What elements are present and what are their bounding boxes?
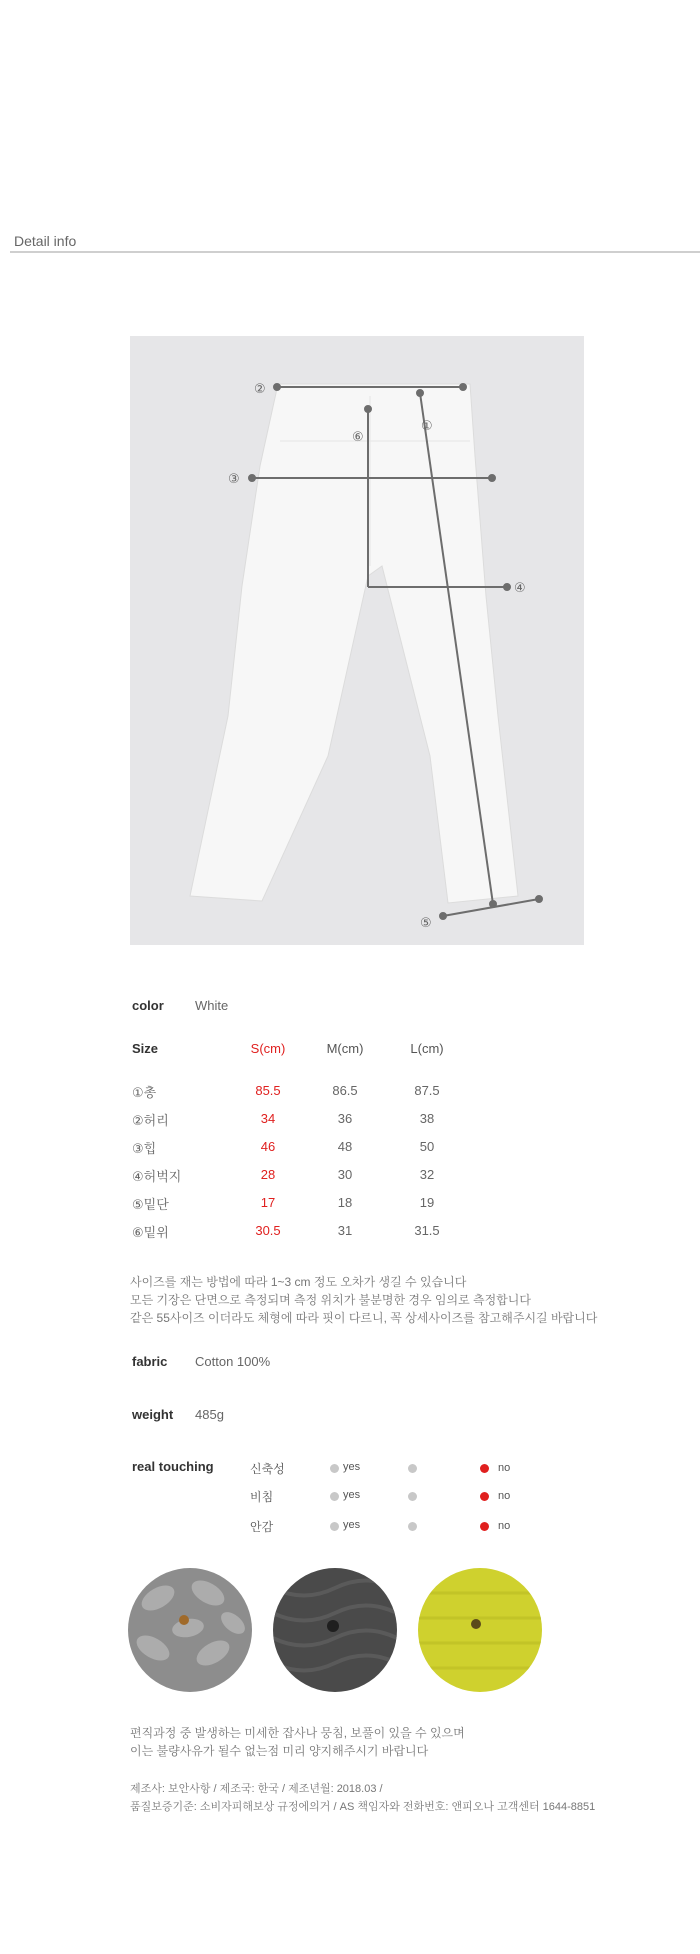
real-touching-label: real touching bbox=[132, 1459, 214, 1474]
size-cell-s: 30.5 bbox=[255, 1223, 281, 1238]
marker-4: ④ bbox=[514, 580, 526, 595]
size-row-label: ②허리 bbox=[132, 1113, 169, 1128]
size-col-m: M(cm) bbox=[326, 1041, 364, 1056]
size-note: 사이즈를 재는 방법에 따라 1~3 cm 정도 오차가 생길 수 있습니다 bbox=[130, 1275, 467, 1289]
touch-row-label: 신축성 bbox=[250, 1462, 285, 1476]
no-label: no bbox=[498, 1520, 511, 1532]
size-cell-m: 30 bbox=[337, 1167, 353, 1182]
yes-dot-icon bbox=[330, 1522, 339, 1531]
yes-label: yes bbox=[343, 1519, 361, 1531]
no-label: no bbox=[498, 1462, 511, 1474]
marker-6: ⑥ bbox=[352, 429, 364, 444]
touch-row-label: 안감 bbox=[250, 1520, 274, 1534]
size-cell-s: 85.5 bbox=[255, 1083, 281, 1098]
knit-swatch-charcoal bbox=[273, 1568, 397, 1692]
size-cell-l: 38 bbox=[419, 1111, 435, 1126]
yes-label: yes bbox=[343, 1461, 361, 1473]
size-col-l: L(cm) bbox=[410, 1041, 444, 1056]
size-col-s: S(cm) bbox=[250, 1041, 286, 1056]
color-value: White bbox=[195, 998, 229, 1013]
detail-info-title: Detail info bbox=[14, 233, 77, 249]
size-cell-s: 28 bbox=[260, 1167, 276, 1182]
size-row-label: ⑥밑위 bbox=[132, 1225, 169, 1240]
footer-line: 품질보증기준: 소비자피해보상 규정에의거 / AS 책임자와 전화번호: 앤피오나 고객센터 1644-8851 bbox=[130, 1801, 596, 1813]
touch-row-label: 비침 bbox=[250, 1490, 274, 1504]
size-cell-m: 86.5 bbox=[332, 1083, 358, 1098]
size-cell-l: 19 bbox=[419, 1195, 435, 1210]
size-row-label: ③힙 bbox=[132, 1141, 157, 1156]
size-row-label: ①총 bbox=[132, 1085, 157, 1100]
size-cell-l: 50 bbox=[419, 1139, 435, 1154]
weight-label: weight bbox=[132, 1407, 174, 1422]
size-cell-l: 32 bbox=[419, 1167, 435, 1182]
middle-dot-icon bbox=[408, 1464, 417, 1473]
size-cell-m: 31 bbox=[337, 1223, 353, 1238]
size-cell-l: 87.5 bbox=[414, 1083, 440, 1098]
footer-line: 제조사: 보안사항 / 제조국: 한국 / 제조년월: 2018.03 / bbox=[130, 1783, 383, 1795]
size-cell-m: 18 bbox=[337, 1195, 353, 1210]
middle-dot-icon bbox=[408, 1522, 417, 1531]
knit-note: 이는 불량사유가 될수 없는점 미리 양지해주시기 바랍니다 bbox=[130, 1744, 429, 1758]
size-row-label: ⑤밑단 bbox=[132, 1197, 169, 1212]
no-label: no bbox=[498, 1490, 511, 1502]
size-note: 같은 55사이즈 이더라도 체형에 따라 핏이 다르니, 꼭 상세사이즈를 참고해주시길 바랍니다 bbox=[130, 1311, 598, 1325]
size-note: 모든 기장은 단면으로 측정되며 측정 위치가 불분명한 경우 임의로 측정합니다 bbox=[130, 1293, 531, 1307]
marker-3: ③ bbox=[228, 471, 240, 486]
pants-silhouette bbox=[190, 384, 518, 903]
marker-5: ⑤ bbox=[420, 915, 432, 930]
knit-note: 편직과정 중 발생하는 미세한 잡사나 뭉침, 보풀이 있을 수 있으며 bbox=[130, 1726, 465, 1740]
product-photo bbox=[130, 336, 584, 945]
marker-1: ① bbox=[421, 418, 433, 433]
marker-2: ② bbox=[254, 381, 266, 396]
weight-value: 485g bbox=[195, 1407, 224, 1422]
size-cell-l: 31.5 bbox=[414, 1223, 440, 1238]
size-cell-s: 17 bbox=[260, 1195, 276, 1210]
yes-dot-icon bbox=[330, 1464, 339, 1473]
fabric-label: fabric bbox=[132, 1354, 168, 1369]
size-label: Size bbox=[132, 1041, 159, 1056]
divider bbox=[10, 251, 700, 253]
yes-label: yes bbox=[343, 1489, 361, 1501]
selected-dot-icon bbox=[480, 1464, 489, 1473]
size-row-label: ④허벅지 bbox=[132, 1169, 182, 1184]
size-cell-s: 46 bbox=[260, 1139, 276, 1154]
knit-swatch-gray bbox=[128, 1568, 252, 1692]
size-cell-m: 48 bbox=[337, 1139, 353, 1154]
selected-dot-icon bbox=[480, 1522, 489, 1531]
yes-dot-icon bbox=[330, 1492, 339, 1501]
measurement-diagram bbox=[130, 336, 584, 945]
size-cell-s: 34 bbox=[260, 1111, 276, 1126]
size-cell-m: 36 bbox=[337, 1111, 353, 1126]
selected-dot-icon bbox=[480, 1492, 489, 1501]
fabric-value: Cotton 100% bbox=[195, 1354, 271, 1369]
middle-dot-icon bbox=[408, 1492, 417, 1501]
knit-swatch-yellow bbox=[418, 1568, 542, 1692]
color-label: color bbox=[132, 998, 164, 1013]
